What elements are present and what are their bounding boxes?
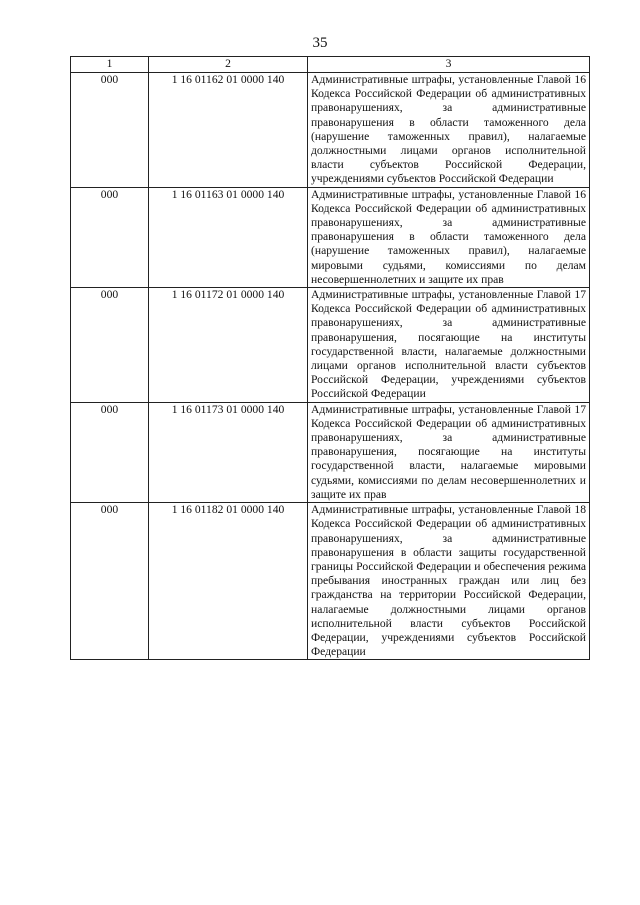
kbk-code-cell: 1 16 01172 01 0000 140: [149, 288, 308, 403]
admin-code-cell: 000: [71, 73, 149, 188]
kbk-code-cell: 1 16 01163 01 0000 140: [149, 187, 308, 287]
table-row: [71, 288, 590, 403]
table-row: [71, 73, 590, 188]
budget-classification-table: [70, 56, 590, 660]
description-cell: Административные штрафы, установленные Главой 18 Кодекса Российской Федерации об административных правонарушениях, за административные правонарушения в области защиты государственной границы Российской Федерации и обеспечения режима пребывания иностранных граждан или лиц без гражданства на территории Российской Федерации, налагаемые должностными лицами органов исполнительной власти субъектов Российской Федерации, учреждениями субъектов Российской Федерации: [308, 503, 590, 660]
description-cell: Административные штрафы, установленные Главой 17 Кодекса Российской Федерации об административных правонарушениях, за административные правонарушения, посягающие на институты государственной власти, налагаемые мировыми судьями, комиссиями по делам несовершеннолетних и защите их прав: [308, 402, 590, 502]
table-header-row: [71, 57, 590, 73]
column-header-1: 1: [71, 57, 149, 73]
description-cell: Административные штрафы, установленные Главой 16 Кодекса Российской Федерации об административных правонарушениях, за административные правонарушения в области таможенного дела (нарушение таможенных правил), налагаемые должностными лицами органов исполнительной власти субъектов Российской Федерации, учреждениями субъектов Российской Федерации: [308, 73, 590, 188]
admin-code-cell: 000: [71, 288, 149, 403]
kbk-code-cell: 1 16 01182 01 0000 140: [149, 503, 308, 660]
table-row: [71, 503, 590, 660]
column-header-2: 2: [149, 57, 308, 73]
table-row: [71, 187, 590, 287]
kbk-code-cell: 1 16 01162 01 0000 140: [149, 73, 308, 188]
description-cell: Административные штрафы, установленные Главой 16 Кодекса Российской Федерации об административных правонарушениях, за административные правонарушения в области таможенного дела (нарушение таможенных правил), налагаемые мировыми судьями, комиссиями по делам несовершеннолетних и защите их прав: [308, 187, 590, 287]
table-row: [71, 402, 590, 502]
admin-code-cell: 000: [71, 187, 149, 287]
admin-code-cell: 000: [71, 402, 149, 502]
kbk-code-cell: 1 16 01173 01 0000 140: [149, 402, 308, 502]
column-header-3: 3: [308, 57, 590, 73]
page-number: 35: [312, 35, 328, 51]
admin-code-cell: 000: [71, 503, 149, 660]
description-cell: Административные штрафы, установленные Главой 17 Кодекса Российской Федерации об административных правонарушениях, за административные правонарушения, посягающие на институты государственной власти, налагаемые должностными лицами органов исполнительной власти субъектов Российской Федерации, учреждениями субъектов Российской Федерации: [308, 288, 590, 403]
